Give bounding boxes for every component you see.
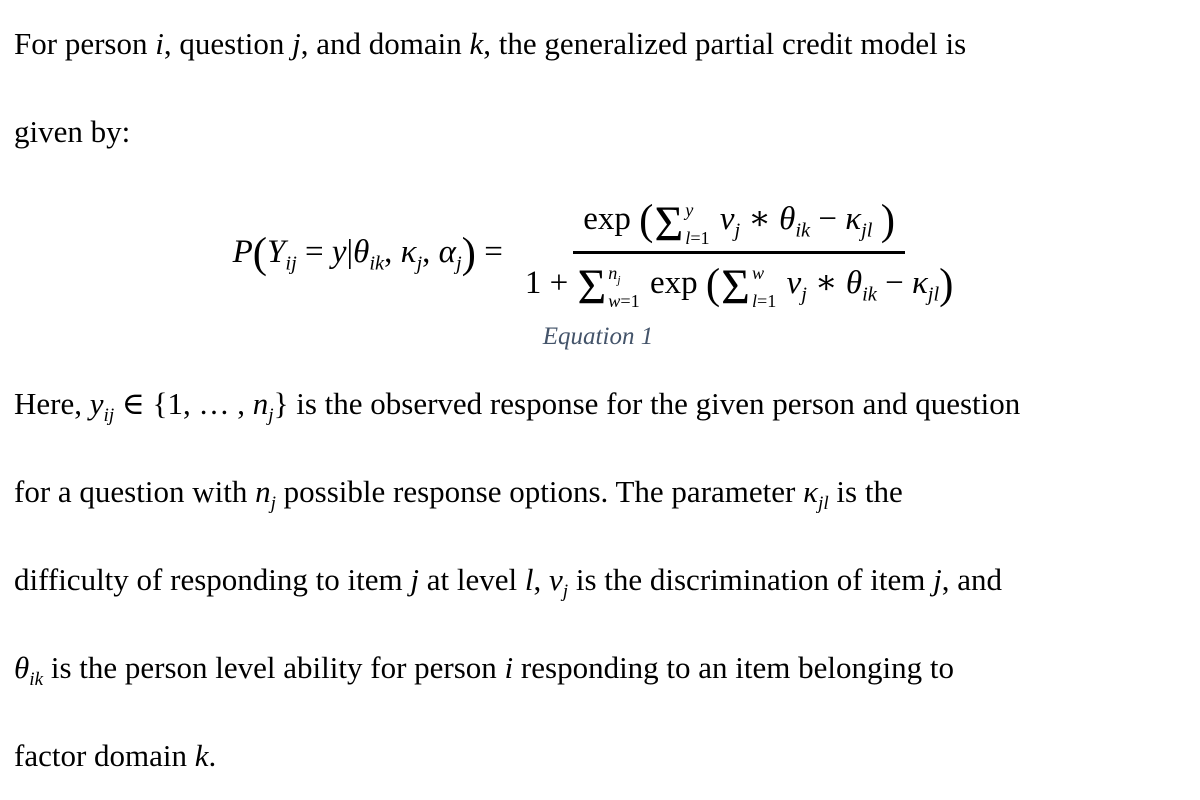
equation xyxy=(14,182,1182,322)
sigma-glyph: Σ xyxy=(721,259,750,315)
paragraph-description xyxy=(14,360,1182,800)
sum-lower-limit: l=1 xyxy=(751,291,777,312)
equation-lhs: $P(Y_{ij} = y|\theta_{ik}$, $\kappa_j$, $\alpha_j$) = xyxy=(232,229,503,277)
text-line: $\theta_{ik}$ is the person level ability for person i responding to an item belonging to xyxy=(14,650,954,691)
text-line: factor domain k. xyxy=(14,738,217,773)
sum-upper-limit: y xyxy=(685,199,694,220)
sigma-glyph: Σ xyxy=(654,196,684,251)
text-line: Here, $y_{ij}$ ∈ {1, … , $n_j$} is the observed response for the given person and question xyxy=(14,386,1021,427)
sum-upper-limit: w xyxy=(751,262,765,283)
equation-caption: Equation 1 xyxy=(542,323,654,350)
sum-lower-limit: w=1 xyxy=(608,291,640,312)
text-line: difficulty of responding to item j at level l, $\nu_j$ is the discrimination of item j, and xyxy=(14,562,1003,603)
sigma-glyph: Σ xyxy=(577,259,607,315)
text-line: for a question with $n_j$ possible response options. The parameter $\kappa_{jl}$ is the xyxy=(14,474,903,515)
fraction xyxy=(515,192,964,315)
sum-lower-limit: l=1 xyxy=(685,227,710,248)
fraction-denominator: 1 + Σ $n_j$ w=1 exp ( Σ w l=1 $\nu_j$ ∗ $\theta_{ik} - \kappa_{jl}$) xyxy=(524,259,954,315)
text-line: given by: xyxy=(14,114,131,149)
summation-symbol xyxy=(721,259,777,315)
summation-symbol xyxy=(577,259,640,315)
sum-upper-limit: $n_j$ xyxy=(608,262,621,287)
fraction-numerator: exp ( Σ y l=1 $\nu_j$ ∗ $\theta_{ik} - \kappa_{jl}$ ) xyxy=(573,192,905,253)
summation-symbol xyxy=(654,196,710,251)
text-line: For person i, question j, and domain k, the generalized partial credit model is xyxy=(14,26,967,61)
equation-block xyxy=(14,182,1182,356)
paragraph-intro xyxy=(14,0,1182,176)
